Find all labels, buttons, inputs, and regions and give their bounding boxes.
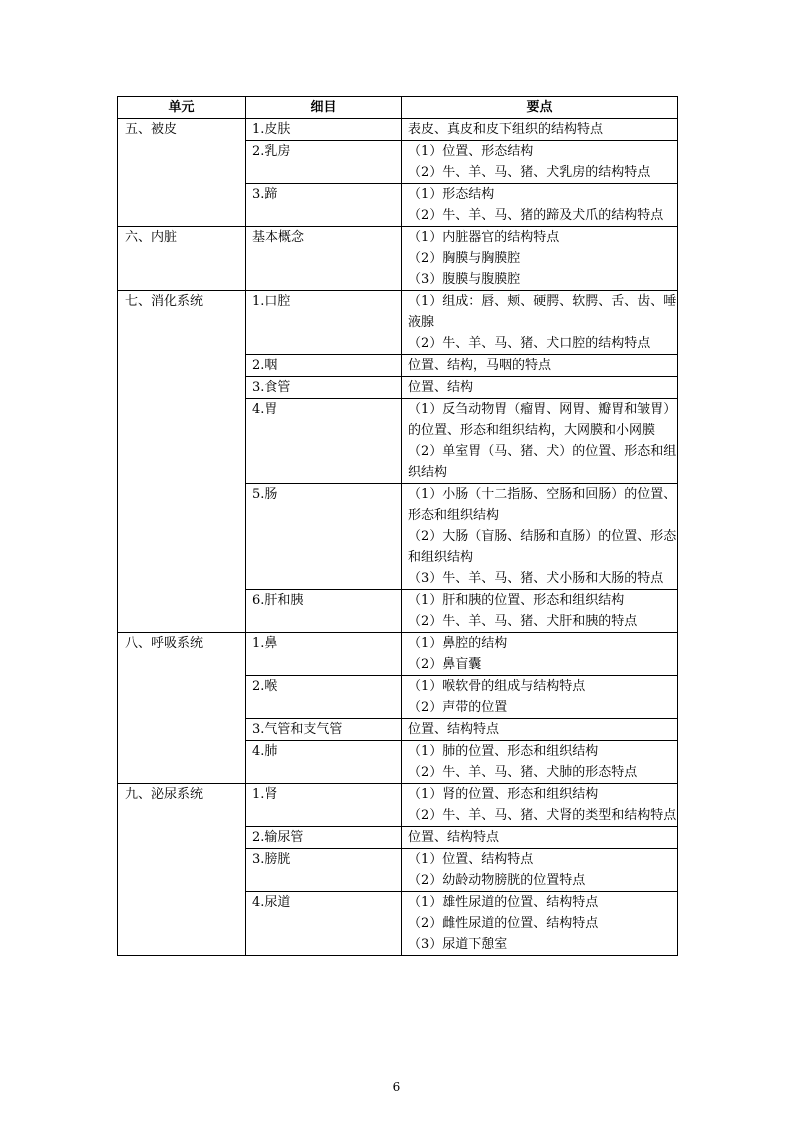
point-line: （2）牛、羊、马、猪、犬肾的类型和结构特点 <box>408 808 677 823</box>
point-line: （1）内脏器官的结构特点 <box>408 230 560 245</box>
table-row <box>118 227 678 291</box>
table-row <box>118 784 678 827</box>
point-line: （2）牛、羊、马、猪、犬乳房的结构特点 <box>408 165 651 180</box>
point-line: （2）声带的位置 <box>408 700 508 715</box>
table-row <box>118 633 678 676</box>
point-line: （2）牛、羊、马、猪、犬肺的形态特点 <box>408 765 638 780</box>
point-line: 位置、结构特点 <box>408 830 500 845</box>
point-line: （1）鼻腔的结构 <box>408 636 508 651</box>
table-row <box>118 291 678 355</box>
unit-cell: 九、泌尿系统 <box>118 784 246 956</box>
point-line: （3）牛、羊、马、猪、犬小肠和大肠的特点 <box>408 571 664 586</box>
points-cell <box>402 719 678 741</box>
points-cell <box>402 484 678 590</box>
header-points: 要点 <box>402 97 678 119</box>
table-body <box>118 119 678 956</box>
item-cell: 3.膀胱 <box>246 849 402 892</box>
table-row <box>118 119 678 141</box>
point-line: 表皮、真皮和皮下组织的结构特点 <box>408 122 604 137</box>
point-line: （3）腹膜与腹膜腔 <box>408 272 521 287</box>
point-line: （1）小肠（十二指肠、空肠和回肠）的位置、形态和组织结构 <box>408 487 677 523</box>
points-cell <box>402 849 678 892</box>
item-cell: 1.肾 <box>246 784 402 827</box>
header-item: 细目 <box>246 97 402 119</box>
unit-cell: 六、内脏 <box>118 227 246 291</box>
points-cell <box>402 184 678 227</box>
point-line: （3）尿道下憩室 <box>408 937 508 952</box>
unit-cell: 八、呼吸系统 <box>118 633 246 784</box>
item-cell: 4.尿道 <box>246 892 402 956</box>
item-cell: 4.胃 <box>246 399 402 484</box>
points-cell <box>402 633 678 676</box>
point-line: （2）幼龄动物膀胱的位置特点 <box>408 873 586 888</box>
point-line: （1）喉软骨的组成与结构特点 <box>408 679 586 694</box>
item-cell: 5.肠 <box>246 484 402 590</box>
item-cell: 2.喉 <box>246 676 402 719</box>
item-cell: 1.皮肤 <box>246 119 402 141</box>
point-line: （2）牛、羊、马、猪、犬口腔的结构特点 <box>408 336 651 351</box>
point-line: （1）肝和胰的位置、形态和组织结构 <box>408 593 625 608</box>
item-cell: 2.输尿管 <box>246 827 402 849</box>
point-line: （2）牛、羊、马、猪、犬肝和胰的特点 <box>408 614 638 629</box>
item-cell: 2.咽 <box>246 355 402 377</box>
points-cell <box>402 676 678 719</box>
item-cell: 3.气管和支气管 <box>246 719 402 741</box>
point-line: （1）反刍动物胃（瘤胃、网胃、瓣胃和皱胃）的位置、形态和组织结构，大网膜和小网膜 <box>408 402 677 438</box>
item-cell: 1.鼻 <box>246 633 402 676</box>
point-line: （2）大肠（盲肠、结肠和直肠）的位置、形态和组织结构 <box>408 529 677 565</box>
points-cell <box>402 399 678 484</box>
header-unit: 单元 <box>118 97 246 119</box>
item-cell: 3.食管 <box>246 377 402 399</box>
point-line: （1）肾的位置、形态和组织结构 <box>408 787 599 802</box>
point-line: （2）单室胃（马、猪、犬）的位置、形态和组织结构 <box>408 444 677 480</box>
point-line: （1）形态结构 <box>408 187 495 202</box>
syllabus-table <box>117 96 678 956</box>
unit-cell: 五、被皮 <box>118 119 246 227</box>
points-cell <box>402 741 678 784</box>
item-cell: 4.肺 <box>246 741 402 784</box>
points-cell <box>402 119 678 141</box>
point-line: （1）肺的位置、形态和组织结构 <box>408 744 599 759</box>
table-header-row <box>118 97 678 119</box>
point-line: （1）雄性尿道的位置、结构特点 <box>408 895 599 910</box>
points-cell <box>402 227 678 291</box>
points-cell <box>402 827 678 849</box>
item-cell: 2.乳房 <box>246 141 402 184</box>
page-number: 6 <box>392 1080 401 1094</box>
points-cell <box>402 784 678 827</box>
point-line: 位置、结构 <box>408 380 474 395</box>
point-line: （2）雌性尿道的位置、结构特点 <box>408 916 599 931</box>
points-cell <box>402 590 678 633</box>
points-cell <box>402 355 678 377</box>
points-cell <box>402 141 678 184</box>
point-line: （1）组成：唇、颊、硬腭、软腭、舌、齿、唾液腺 <box>408 294 677 330</box>
point-line: （2）胸膜与胸膜腔 <box>408 251 521 266</box>
point-line: （2）鼻盲囊 <box>408 657 482 672</box>
point-line: （1）位置、结构特点 <box>408 852 534 867</box>
item-cell: 6.肝和胰 <box>246 590 402 633</box>
item-cell: 1.口腔 <box>246 291 402 355</box>
item-cell: 基本概念 <box>246 227 402 291</box>
points-cell <box>402 377 678 399</box>
points-cell <box>402 291 678 355</box>
points-cell <box>402 892 678 956</box>
point-line: （1）位置、形态结构 <box>408 144 534 159</box>
unit-cell: 七、消化系统 <box>118 291 246 633</box>
point-line: 位置、结构特点 <box>408 722 500 737</box>
point-line: （2）牛、羊、马、猪的蹄及犬爪的结构特点 <box>408 208 664 223</box>
point-line: 位置、结构，马咽的特点 <box>408 358 552 373</box>
item-cell: 3.蹄 <box>246 184 402 227</box>
